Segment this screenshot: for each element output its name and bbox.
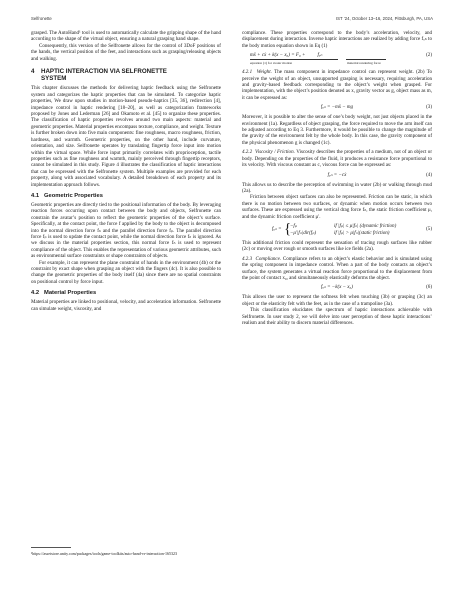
paragraph: For example, it can represent the plane constraint of hands in the environment (4b) or the constraint by exact shape when grasping an object with the fingers (4c). It is also possible to change the geometric properties of the body itself (4a) since there are no spatial constraints on positional control by force input. bbox=[31, 259, 221, 285]
conference-info: IST ’24, October 13–16, 2024, Pittsburgh, PA, USA bbox=[335, 16, 433, 21]
equation-3 bbox=[242, 104, 432, 111]
right-column bbox=[242, 30, 432, 326]
equation-body: fₒₙ = −k(x − x₀) bbox=[321, 284, 353, 291]
subsection-heading-4-2 bbox=[31, 290, 221, 297]
paragraph: grasped. The AutoHand¹ tool is used to automatically calculate the gripping shape of the hand according to the shape of the virtual object, ensuring a natural grasping hand shape. bbox=[31, 30, 221, 43]
footnote bbox=[31, 547, 221, 556]
paragraph: Friction between object surfaces can also be represented. Friction can be static, in which there is no motion between two surfaces, or dynamic when motion occurs between two surfaces. These are expressed using the vertical drag force fₙ, the static friction coefficient μ, and the dynamic friction coefficient μ′. bbox=[242, 194, 432, 220]
equation-4 bbox=[242, 172, 432, 179]
equation-number: (5) bbox=[426, 226, 432, 233]
equation-number: (2) bbox=[426, 52, 432, 59]
paragraph-text: Viscosity describes the properties of a medium, not of an object or body. Depending on the properties of the fluid, it produces a resistance force proportional to its velocity. With viscous constant as c, viscous force can be expressed as: bbox=[242, 149, 432, 169]
subsection-title: Geometric Properties bbox=[44, 192, 103, 199]
section-number: 4 bbox=[31, 68, 35, 76]
paragraph: Moreover, it is possible to alter the sense of one’s body weight, not just objects placed in the environment (1a). Regardless of object grasping, the force required to move the arm itself can be adjusted according to Eq 3. Furthermore, it would be possible to change the magnitude of the gravity of the environment felt by the whole body. In this case, the gravity component of the physical phenomenon g is changed (1c). bbox=[242, 114, 432, 146]
case-1-condition: if |fₚ| ≤ μ|fₙ| (dynamic friction) bbox=[334, 222, 397, 229]
equation-body: fₒₙ = −cẋ bbox=[327, 171, 347, 178]
equation-5 bbox=[242, 220, 432, 237]
paragraph: Consequently, this version of the Selfronette allows for the control of 3DoF positions of the hands, the vertical position of the feet, and interactions such as grasping/releasing objects and walking. bbox=[31, 42, 221, 62]
equation-body: fₒₙ = −mẍ − mg bbox=[320, 104, 354, 111]
left-column bbox=[31, 30, 221, 312]
equation-6 bbox=[242, 284, 432, 291]
footnote-rule bbox=[31, 547, 71, 548]
paragraph: Material properties are linked to positional, velocity, and acceleration information. Selfronette can simulate weight, viscosity, and bbox=[31, 299, 221, 312]
case-2-value: −μ′|fₙ|dir(fₚ) bbox=[290, 229, 317, 236]
paragraph: This classification elucidates the spectrum of haptic interactions achievable with Selfronette. In user study 2, we will delve into user perception of these haptic interactions’ realism and their ability to discern material differences. bbox=[242, 307, 432, 326]
paragraph bbox=[242, 149, 432, 168]
subsection-title: Material Properties bbox=[44, 290, 97, 297]
section-heading-4 bbox=[31, 68, 221, 82]
underbrace-label-1: equation (1) for avatar motion bbox=[250, 61, 293, 66]
subsection-number: 4.1 bbox=[31, 192, 40, 199]
paragraph bbox=[242, 256, 432, 282]
subsection-heading-4-1 bbox=[31, 193, 221, 200]
subsubsection-title: Viscosity / Friction. bbox=[254, 149, 295, 156]
underbrace-label-2: material rendering force bbox=[347, 61, 381, 66]
equation-rhs: fₒₙ bbox=[317, 52, 323, 59]
paragraph: This chapter discusses the methods for delivering haptic feedback using the Selfronette system and categorizes the haptic properties that can be simulated. To categorize haptic properties, We draw upon studies in motion-based pseudo-haptics [35, 36], redirection [4], impedance control in haptic rendering [18–20], as well as categorization frameworks proposed by Jones and Lederman [26] and Okamoto et al. [45] to organize these properties. The classification of haptic properties revolves around two main aspects: material and geometric properties. Material properties encompass texture, compliance, and weight. Texture is further broken down into five main components: fine roughness, macro roughness, friction, hardness, and warmth. Geometric properties, on the other hand, include curvature, orientation, and size. Selfronette operates by translating fingertip force input into motion within the virtual space. While force input primarily correlates with proprioception, tactile properties such as fine roughness and warmth, mainly perceived through fingertip receptors, cannot be simulated in this study. Figure 4 illustrates the classification of haptic interactions that can be expressed with the Selfronette system. Multiple examples are provided for each property, along with associated vocabulary. A detailed breakdown of each property and its implementation approach follows. bbox=[31, 85, 221, 188]
equation-2 bbox=[242, 52, 432, 65]
subsubsection-number: 4.2.2 bbox=[242, 149, 253, 156]
paragraph bbox=[242, 69, 432, 101]
page-header bbox=[31, 16, 433, 24]
subsubsection-number: 4.2.1 bbox=[242, 69, 253, 76]
equation-number: (4) bbox=[426, 171, 432, 178]
equation-lhs: mẍ + cẋ + k(x − x₀) = F₀ + bbox=[250, 52, 306, 59]
subsubsection-title: Weight. bbox=[256, 69, 272, 76]
equation-number: (3) bbox=[426, 104, 432, 111]
paragraph: This allows us to describe the perception of swimming in water (2b) or walking through mud (2a). bbox=[242, 181, 432, 194]
equation-body bbox=[250, 52, 322, 58]
paragraph: Geometric properties are directly tied to the positional information of the body. By leveraging reaction forces occurring upon contact between the body and objects, Selfronette can constrain the avatar’s position to reflect the geometric properties of the object’s surface. Specifically, at the contact point, the force f applied by the body to the object is decomposed into the normal direction force fₙ and the parallel direction force fₚ. The parallel direction force fₚ is used to update the contact point, while the normal direction force fₙ is ignored. As we discuss in the material properties section, this normal force fₙ is used to represent compliance of the object. This enables the representation of various geometric attributes, such as environmental surface constraints or shape constraints of objects. bbox=[31, 201, 221, 260]
left-brace: { bbox=[284, 220, 292, 237]
equation-number: (6) bbox=[426, 284, 432, 291]
paragraph-text: Compliance refers to an object’s elastic behavior and is simulated using the spring component in impedance control. When a part of the body contacts an object’s surface, the system generates a virtual reaction force proportional to the displacement from the point of contact x₀, and simultaneously elastically deforms the object. bbox=[242, 255, 432, 281]
paragraph: This allows the user to represent the softness felt when touching (3b) or grasping (3c) an object or the elasticity felt with the feet, as in the case of a trampoline (3a). bbox=[242, 294, 432, 307]
case-1-value: −fₚ bbox=[290, 222, 297, 229]
paragraph: This additional friction could represent the sensation of tracing rough surfaces like rubber (2c) or moving over rough or smooth surfaces like ice fields (2a). bbox=[242, 239, 432, 253]
subsubsection-number: 4.2.3 bbox=[242, 255, 253, 262]
subsection-number: 4.2 bbox=[31, 290, 40, 297]
section-title-line2: SYSTEM bbox=[41, 75, 67, 83]
subsubsection-title: Compliance. bbox=[255, 255, 282, 262]
running-title: Selfronette bbox=[31, 16, 52, 21]
paragraph: compliance. These properties correspond to the body’s acceleration, velocity, and displacement during interaction. Inverse haptic interactions are realized by adding force fₒₙ to the body motion equation shown in Eq (1) bbox=[242, 30, 432, 49]
case-2-condition: if |fₚ| > μ|fₙ|(static friction) bbox=[334, 229, 390, 236]
paragraph-text: The mass component in impedance control can represent weight. (2b) To perceive the weight of an object, unsupported grasping is necessary, requiring acceleration and gravity-based feedback corresponding to the object’s weight when grasped. For implementation, with the object’s position denoted as x, gravity vector as g, object mass as m, it can be expressed as: bbox=[242, 69, 432, 101]
section-title-line1: HAPTIC INTERACTION VIA SELFRONETTE bbox=[41, 68, 167, 76]
footnote-link[interactable]: ¹https://assetstore.unity.com/packages/tools/game-toolkits/auto-hand-vr-interaction-165323 bbox=[31, 551, 177, 556]
equation-lhs: fₒₙ = bbox=[272, 226, 282, 233]
